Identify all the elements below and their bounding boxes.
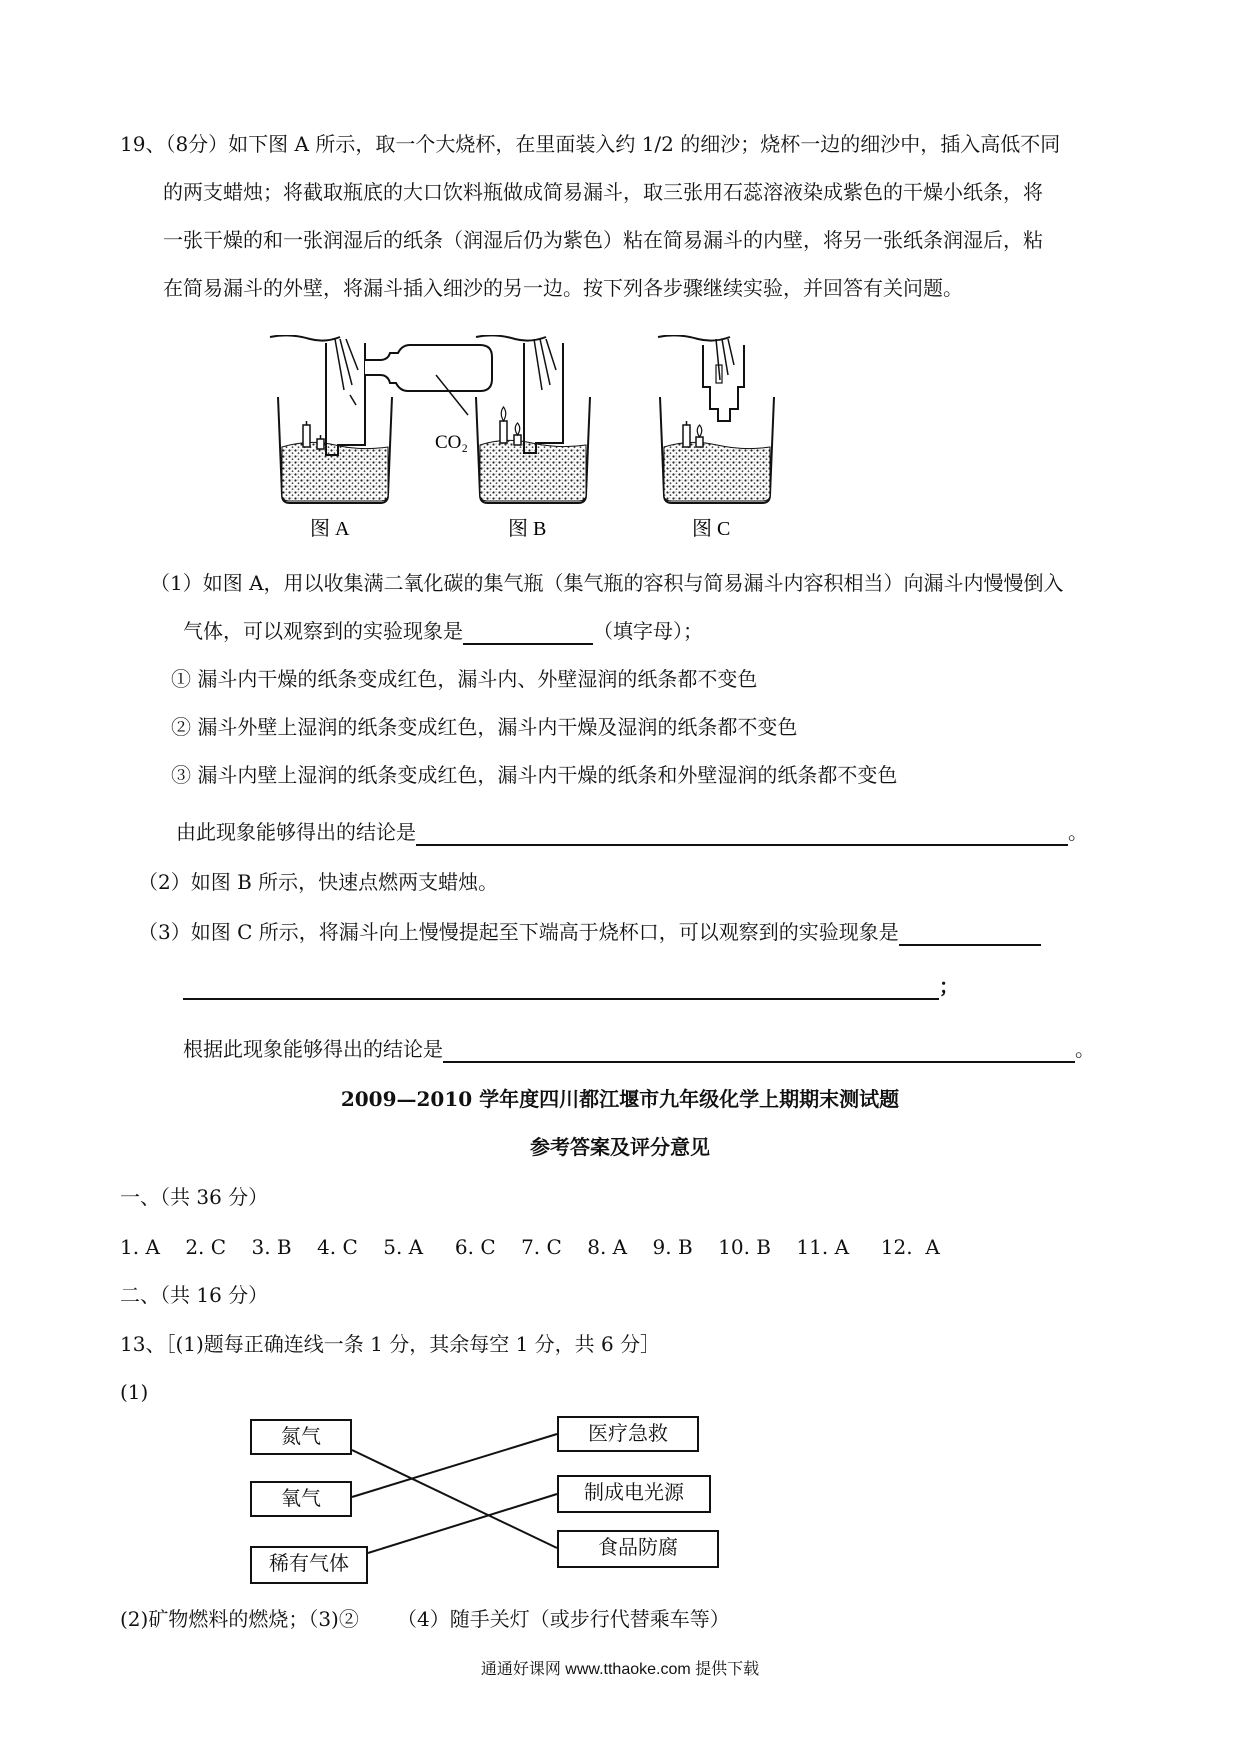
answers-subtitle: 参考答案及评分意见 <box>530 1135 710 1159</box>
q19-intro-line-2: 的两支蜡烛；将截取瓶底的大口饮料瓶做成简易漏斗，取三张用石蕊溶液染成紫色的干燥小纸条，将 <box>163 180 1043 204</box>
q19-part3-line2 <box>183 972 959 1000</box>
q13-header: 13、［(1)题每正确连线一条 1 分，其余每空 1 分，共 6 分］ <box>120 1332 661 1356</box>
figure-b <box>476 335 590 540</box>
q19-option-2: ② 漏斗外壁上湿润的纸条变成红色，漏斗内干燥及湿润的纸条都不变色 <box>171 715 798 739</box>
q19-part1-line1: （1）如图 A，用以收集满二氧化碳的集气瓶（集气瓶的容积与简易漏斗内容积相当）向漏斗内慢慢倒入 <box>150 571 1064 595</box>
q19-option-1: ① 漏斗内干燥的纸条变成红色，漏斗内、外壁湿润的纸条都不变色 <box>171 667 758 691</box>
q19-option-3: ③ 漏斗内壁上湿润的纸条变成红色，漏斗内干燥的纸条和外壁湿润的纸条都不变色 <box>171 763 898 787</box>
co2-label: CO₂ <box>435 432 469 453</box>
left-box-oxygen: 氧气 <box>250 1481 352 1517</box>
figure-c <box>658 335 774 540</box>
conclusion-prefix-1: 由此现象能够得出的结论是 <box>176 820 416 844</box>
left-box-nitrogen: 氮气 <box>250 1419 352 1455</box>
figure-c-label: 图 C <box>692 518 731 540</box>
q19-part1-conclusion <box>176 818 1088 846</box>
q13-remaining-answers: (2)矿物燃料的燃烧；（3)② （4）随手关灯（或步行代替乘车等） <box>120 1607 730 1631</box>
q19-part3-line1 <box>138 918 1041 946</box>
conclusion-prefix-2: 根据此现象能够得出的结论是 <box>183 1037 443 1061</box>
section-2-header: 二、（共 16 分） <box>120 1283 269 1307</box>
q19-intro-line-4: 在简易漏斗的外壁，将漏斗插入细沙的另一边。按下列各步骤继续实验，并回答有关问题。 <box>163 276 963 300</box>
q19-intro-line-3: 一张干燥的和一张润湿后的纸条（润湿后仍为紫色）粘在简易漏斗的内壁，将另一张纸条润湿后，粘 <box>163 228 1043 252</box>
section-1-answers: 1. A 2. C 3. B 4. C 5. A 6. C 7. C 8. A 9. B 10. B 11. A 12. A <box>120 1235 940 1259</box>
q19-part1-line2 <box>183 617 703 645</box>
line-oxygen-to-medical <box>352 1434 557 1497</box>
answer-blank-3[interactable] <box>899 922 1041 946</box>
right-box-food-preservation: 食品防腐 <box>557 1530 719 1568</box>
q19-part3-text: （3）如图 C 所示，将漏斗向上慢慢提起至下端高于烧杯口，可以观察到的实验现象是 <box>138 920 899 944</box>
right-box-light-source: 制成电光源 <box>557 1475 711 1513</box>
conclusion-suffix-2: 。 <box>1075 1037 1095 1061</box>
q19-part1-prefix: 气体，可以观察到的实验现象是 <box>183 619 463 643</box>
answers-title: 2009—2010 学年度四川都江堰市九年级化学上期期末测试题 <box>340 1087 900 1111</box>
q19-part3-conclusion <box>183 1035 1095 1063</box>
right-box-medical: 医疗急救 <box>557 1416 699 1452</box>
left-box-rare-gas: 稀有气体 <box>250 1546 368 1584</box>
figure-a <box>270 335 492 540</box>
answer-blank-5[interactable] <box>443 1039 1075 1063</box>
line-rare-gas-to-light <box>368 1494 557 1553</box>
experiment-figures <box>240 335 880 545</box>
figure-b-label: 图 B <box>508 518 547 540</box>
conclusion-suffix-1: 。 <box>1068 820 1088 844</box>
q19-part2: （2）如图 B 所示，快速点燃两支蜡烛。 <box>138 870 499 894</box>
figure-a-label: 图 A <box>310 518 350 540</box>
q13-part1-label: (1) <box>120 1380 149 1404</box>
answer-blank-2[interactable] <box>416 822 1068 846</box>
q19-intro-line-1: 19、（8分）如下图 A 所示，取一个大烧杯，在里面装入约 1/2 的细沙；烧杯一边的细沙中，插入高低不同 <box>120 132 1061 156</box>
section-1-header: 一、（共 36 分） <box>120 1185 269 1209</box>
answer-blank-1[interactable] <box>463 621 593 645</box>
q19-part3-line2-suffix: ； <box>939 974 959 998</box>
q19-part1-suffix: （填字母）； <box>593 619 703 643</box>
answer-blank-4[interactable] <box>183 976 939 1000</box>
footer-download-note: 通通好课网 www.tthaoke.com 提供下载 <box>480 1661 760 1678</box>
line-nitrogen-to-food <box>352 1450 557 1548</box>
